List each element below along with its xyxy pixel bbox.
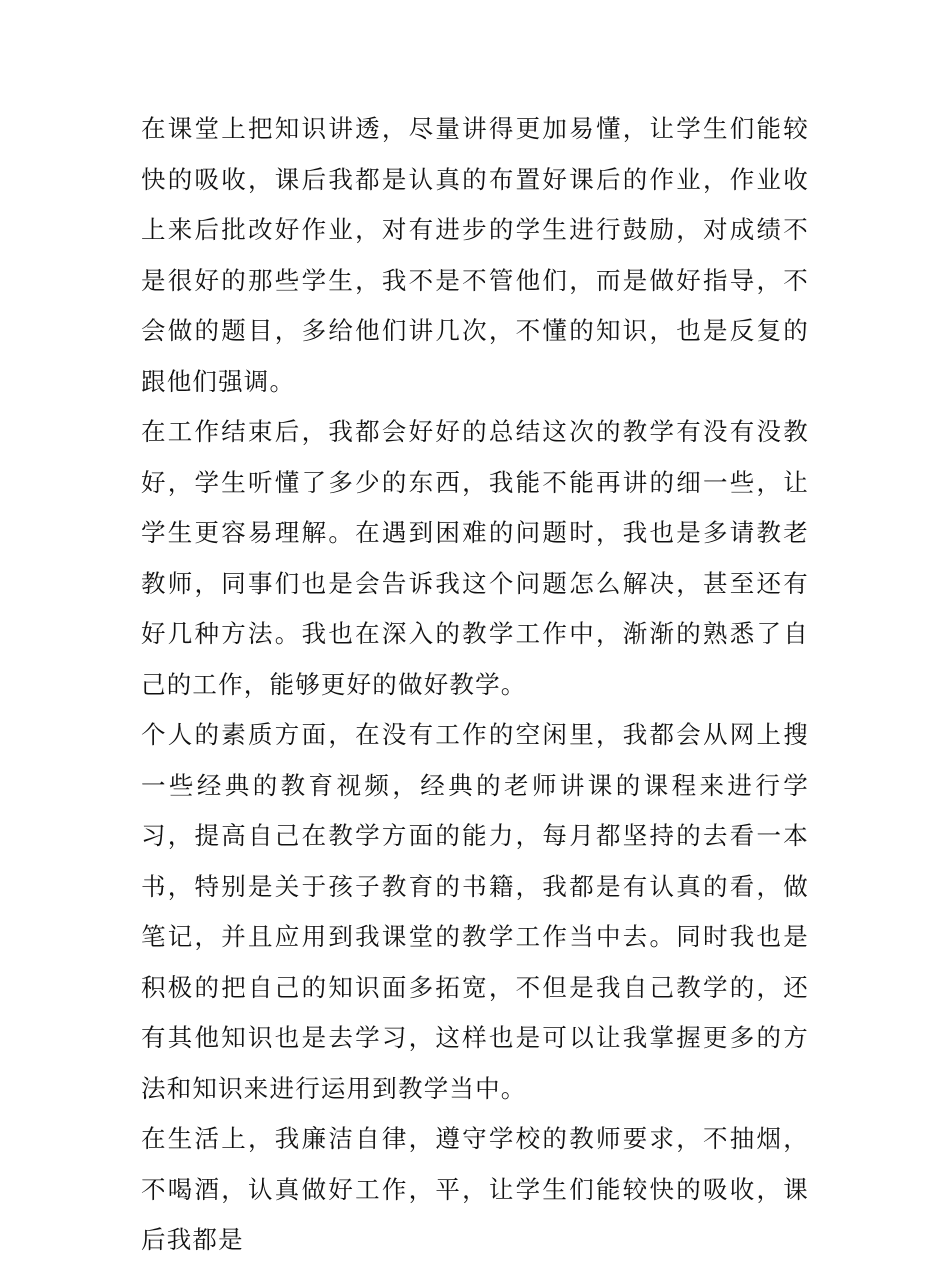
document-body (141, 104, 809, 1266)
paragraph-personal-quality: 个人的素质方面，在没有工作的空闲里，我都会从网上搜一些经典的教育视频，经典的老师讲课的课程来进行学习，提高自己在教学方面的能力，每月都坚持的去看一本书，特别是关于孩子教育的书籍，我都是有认真的看，做笔记，并且应用到我课堂的教学工作当中去。同时我也是积极的把自己的知识面多拓宽，不但是我自己教学的，还有其他知识也是去学习，这样也是可以让我掌握更多的方法和知识来进行运用到教学当中。 (141, 720, 809, 1103)
paragraph-daily-life: 在生活上，我廉洁自律，遵守学校的教师要求，不抽烟，不喝酒，认真做好工作，平，让学生们能较快的吸收，课后我都是 (141, 1124, 809, 1254)
paragraph-work-summary: 在工作结束后，我都会好好的总结这次的教学有没有没教好，学生听懂了多少的东西，我能不能再讲的细一些，让学生更容易理解。在遇到困难的问题时，我也是多请教老教师，同事们也是会告诉我这个问题怎么解决，甚至还有好几种方法。我也在深入的教学工作中，渐渐的熟悉了自己的工作，能够更好的做好教学。 (141, 417, 809, 699)
paragraph-classroom-teaching: 在课堂上把知识讲透，尽量讲得更加易懂，让学生们能较快的吸收，课后我都是认真的布置好课后的作业，作业收上来后批改好作业，对有进步的学生进行鼓励，对成绩不是很好的那些学生，我不是不管他们，而是做好指导，不会做的题目，多给他们讲几次，不懂的知识，也是反复的跟他们强调。 (141, 114, 809, 396)
